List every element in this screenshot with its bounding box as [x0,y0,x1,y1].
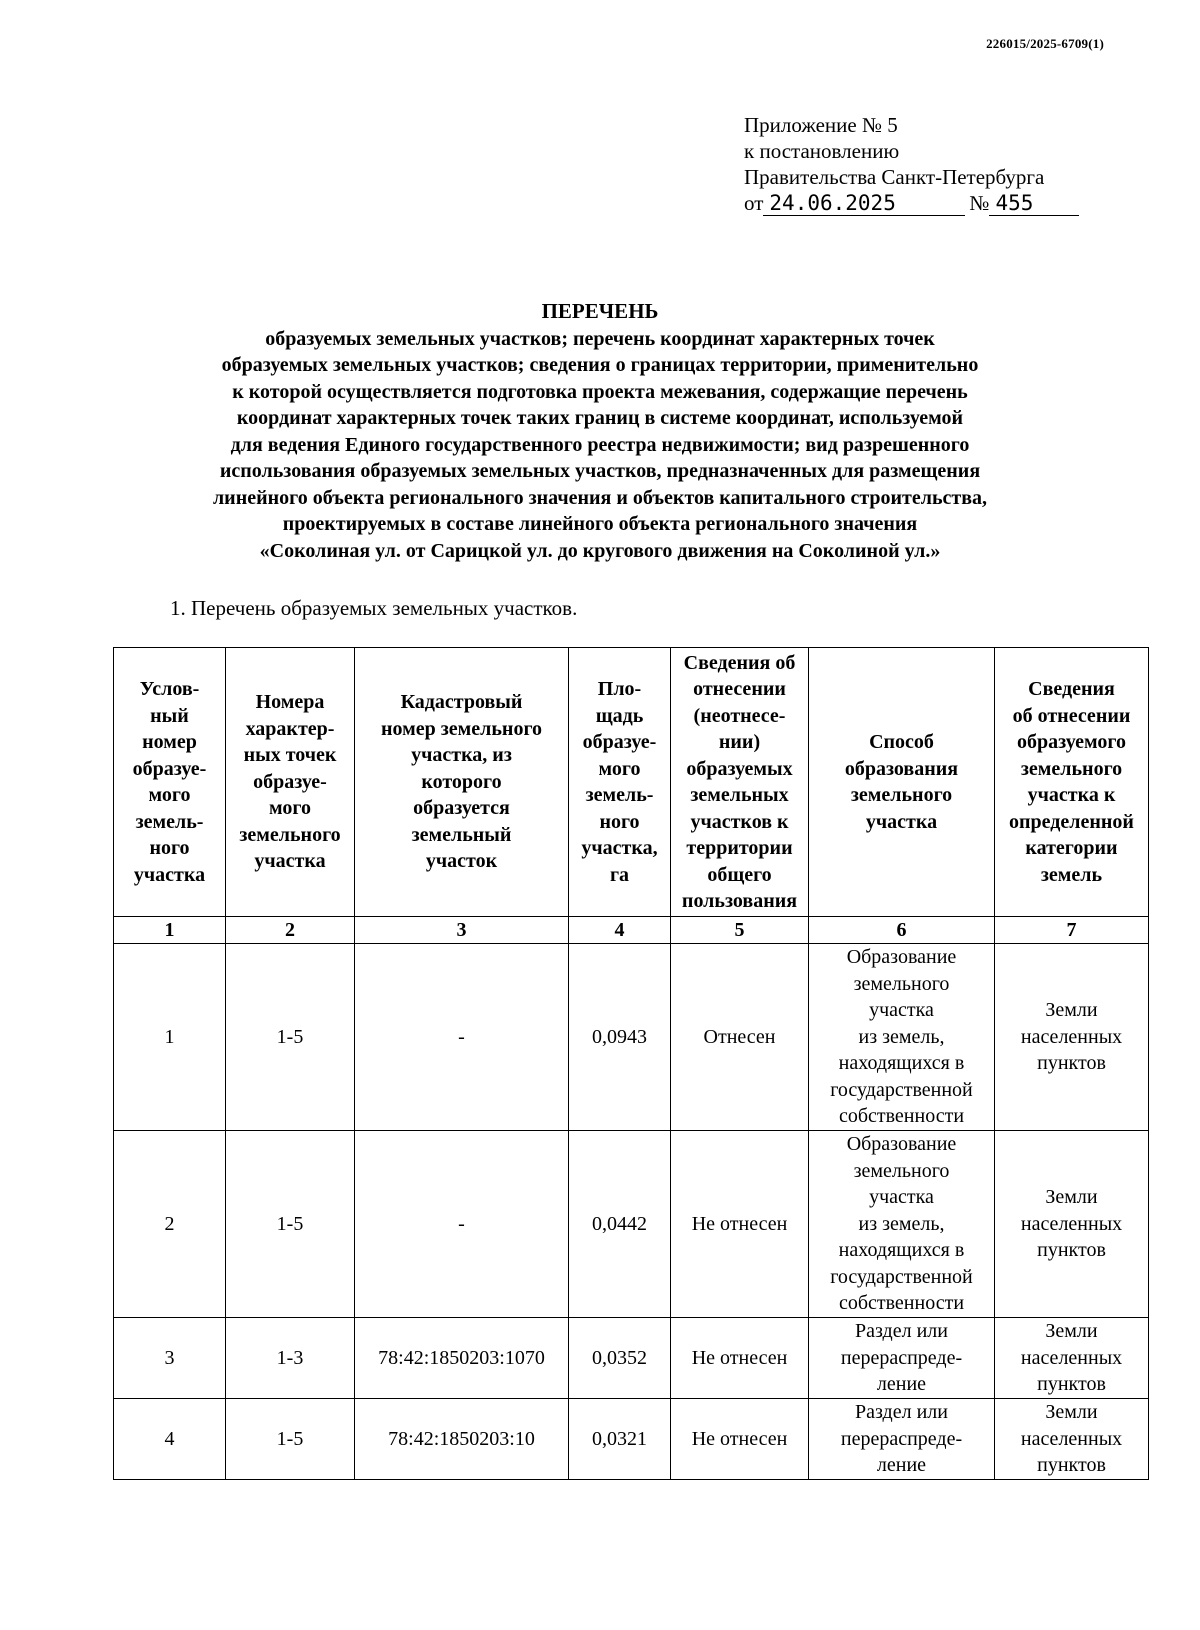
document-title [60,298,1140,564]
column-numbers-row [114,917,1149,944]
cell-line: ного [599,810,640,833]
cell-line: номер [142,731,197,753]
cell-line: участка, из [411,744,512,767]
table-row [114,1399,1149,1480]
cell-line: находящихся в [838,1239,965,1262]
cell-area: 0,0352 [569,1318,671,1399]
title-line: использования образуемых земельных участков, предназначенных для размещения [219,460,981,482]
cell-num: 1 [114,944,226,1131]
cell-points: 1-5 [226,1399,355,1480]
cell-line: которого [421,770,502,793]
appendix-line-2: к постановлению [744,139,900,163]
cell-cadastral: - [355,1131,569,1318]
title-line: проектируемых в составе линейного объекта регионального значения [282,513,918,535]
cell-line: участка, [581,837,658,859]
cell-line: земельных [690,784,789,806]
cell-category [995,1318,1149,1399]
cell-num: 3 [114,1318,226,1399]
cell-line: земель- [585,784,654,806]
cell-line: образуе- [253,770,327,793]
cell-line: Сведения [1028,678,1115,700]
cell-line: об отнесении [1012,704,1131,727]
cell-area: 0,0943 [569,944,671,1131]
cell-line: Пло- [597,678,642,700]
cell-line: участка [254,850,326,873]
cell-line: образуемого [1017,731,1126,753]
title-heading: ПЕРЕЧЕНЬ [541,299,659,323]
cell-line: образуе- [582,731,657,753]
cell-line: участка к [1027,784,1116,806]
title-line: линейного объекта регионального значения и объектов капитального строительства, [212,486,988,509]
appendix-line-1: Приложение № 5 [744,113,898,137]
column-number: 5 [671,917,809,944]
title-line: для ведения Единого государственного реестра недвижимости; вид разрешенного [230,433,970,456]
cell-line: Земли [1045,999,1098,1022]
cell-line: участка [869,999,934,1022]
cell-line: пользования [681,890,798,912]
number-label: № [969,191,990,215]
table-row [114,1318,1149,1399]
resolution-date: 24.06.2025 [763,192,965,216]
cell-method [809,944,995,1131]
cell-method [809,1318,995,1399]
column-number: 3 [355,917,569,944]
cell-area: 0,0442 [569,1131,671,1318]
cell-line: участков к [690,810,789,833]
title-line: образуемых земельных участков; перечень координат характерных точек [265,327,935,350]
cell-line: нии) [718,731,761,753]
cell-line: населенных [1020,1427,1123,1450]
cell-line: из земель, [858,1025,945,1048]
cell-points: 1-5 [226,1131,355,1318]
cell-line: щадь [595,704,644,727]
column-header [809,648,995,917]
column-header [114,648,226,917]
cell-area: 0,0321 [569,1399,671,1480]
cell-line: земельный [411,823,512,846]
cell-line: ного [149,837,190,859]
title-line: «Соколиная ул. от Сарицкой ул. до кругового движения на Соколиной ул.» [259,539,941,562]
column-header [995,648,1149,917]
cell-line: населенных [1020,1025,1123,1048]
cell-cadastral: - [355,944,569,1131]
cell-line: образования [844,757,959,780]
cell-line: мого [148,784,191,806]
cell-line: территории [686,837,793,859]
column-number: 7 [995,917,1149,944]
cell-cadastral: 78:42:1850203:10 [355,1399,569,1480]
cell-line: Услов- [139,678,200,700]
cell-line: образуется [413,797,510,820]
title-line: к которой осуществляется подготовка проекта межевания, содержащие перечень [232,380,968,403]
title-line: образуемых земельных участков; сведения о границах территории, применительно [221,354,979,376]
column-header [569,648,671,917]
table-header-row [114,648,1149,917]
land-plots-table [113,647,1149,1480]
cell-line: государственной [830,1078,973,1101]
cell-line: пунктов [1037,1239,1106,1262]
cell-line: земель- [135,810,204,833]
cell-line: собственности [838,1105,965,1128]
cell-line: ление [876,1454,927,1477]
cell-line: определенной [1009,810,1134,833]
cell-line: участок [425,850,498,873]
cell-line: образуемых [686,757,793,780]
cell-public: Не отнесен [671,1318,809,1399]
cell-line: Земли [1045,1401,1098,1424]
cell-line: населенных [1020,1212,1123,1235]
cell-public: Отнесен [671,944,809,1131]
cell-points: 1-5 [226,944,355,1131]
cell-line: из земель, [858,1212,945,1235]
cell-line: государственной [830,1265,973,1288]
cell-line: собственности [838,1292,965,1315]
cell-line: мого [269,797,311,820]
column-number: 1 [114,917,226,944]
table-row [114,944,1149,1131]
cell-line: участка [869,1186,934,1209]
cell-line: земельного [853,1159,950,1182]
cell-public: Не отнесен [671,1131,809,1318]
cell-line: (неотнесе- [693,704,786,727]
column-header [671,648,809,917]
cell-line: Земли [1045,1186,1098,1209]
appendix-date-line [744,190,1079,216]
cell-line: категории [1025,837,1118,859]
cell-num: 4 [114,1399,226,1480]
column-number: 6 [809,917,995,944]
section-title: 1. Перечень образуемых земельных участков. [170,596,578,620]
appendix-line-3: Правительства Санкт-Петербурга [744,165,1045,189]
cell-category [995,1399,1149,1480]
cell-line: Номера [255,691,325,714]
cell-category [995,1131,1149,1318]
cell-category [995,944,1149,1131]
cell-points: 1-3 [226,1318,355,1399]
cell-line: пунктов [1037,1454,1106,1477]
cell-cadastral: 78:42:1850203:1070 [355,1318,569,1399]
appendix-block [744,112,1079,216]
table-row [114,1131,1149,1318]
cell-line: Земли [1045,1320,1098,1343]
column-number: 2 [226,917,355,944]
cell-line: земельного [853,972,950,995]
cell-line: земельного [1020,757,1123,780]
cell-line: земель [1040,863,1103,886]
cell-line: Раздел или [855,1401,948,1424]
cell-line: образуе- [132,757,207,780]
cell-line: находящихся в [838,1052,965,1075]
resolution-number: 455 [989,192,1079,216]
cell-method [809,1399,995,1480]
cell-line: общего [707,863,772,886]
from-label: от [744,191,764,215]
cell-line: ление [876,1373,927,1396]
cell-line: пунктов [1037,1373,1106,1396]
column-number: 4 [569,917,671,944]
cell-line: га [609,863,630,886]
cell-method [809,1131,995,1318]
cell-line: Раздел или [855,1320,948,1343]
cell-line: мого [598,757,641,780]
cell-line: ный [150,704,189,727]
cell-line: Сведения об [683,651,796,674]
title-line: координат характерных точек таких границ в системе координат, используемой [236,407,964,429]
cell-line: населенных [1020,1346,1123,1369]
document-id: 226015/2025-6709(1) [986,36,1104,51]
cell-line: участка [865,810,938,833]
cell-line: земельного [850,784,953,806]
cell-line: перераспреде- [840,1427,963,1450]
column-header [226,648,355,917]
cell-line: Образование [846,946,957,969]
cell-line: характер- [245,717,335,740]
cell-line: пунктов [1037,1052,1106,1075]
cell-num: 2 [114,1131,226,1318]
cell-line: Кадастровый [400,691,523,714]
cell-line: перераспреде- [840,1346,963,1369]
cell-line: Образование [846,1133,957,1156]
column-header [355,648,569,917]
cell-line: земельного [239,823,341,846]
cell-line: отнесении [693,678,786,700]
cell-line: Способ [869,731,934,753]
cell-line: ных точек [243,744,337,767]
cell-public: Не отнесен [671,1399,809,1480]
cell-line: номер земельного [380,717,543,740]
cell-line: участка [133,863,206,886]
